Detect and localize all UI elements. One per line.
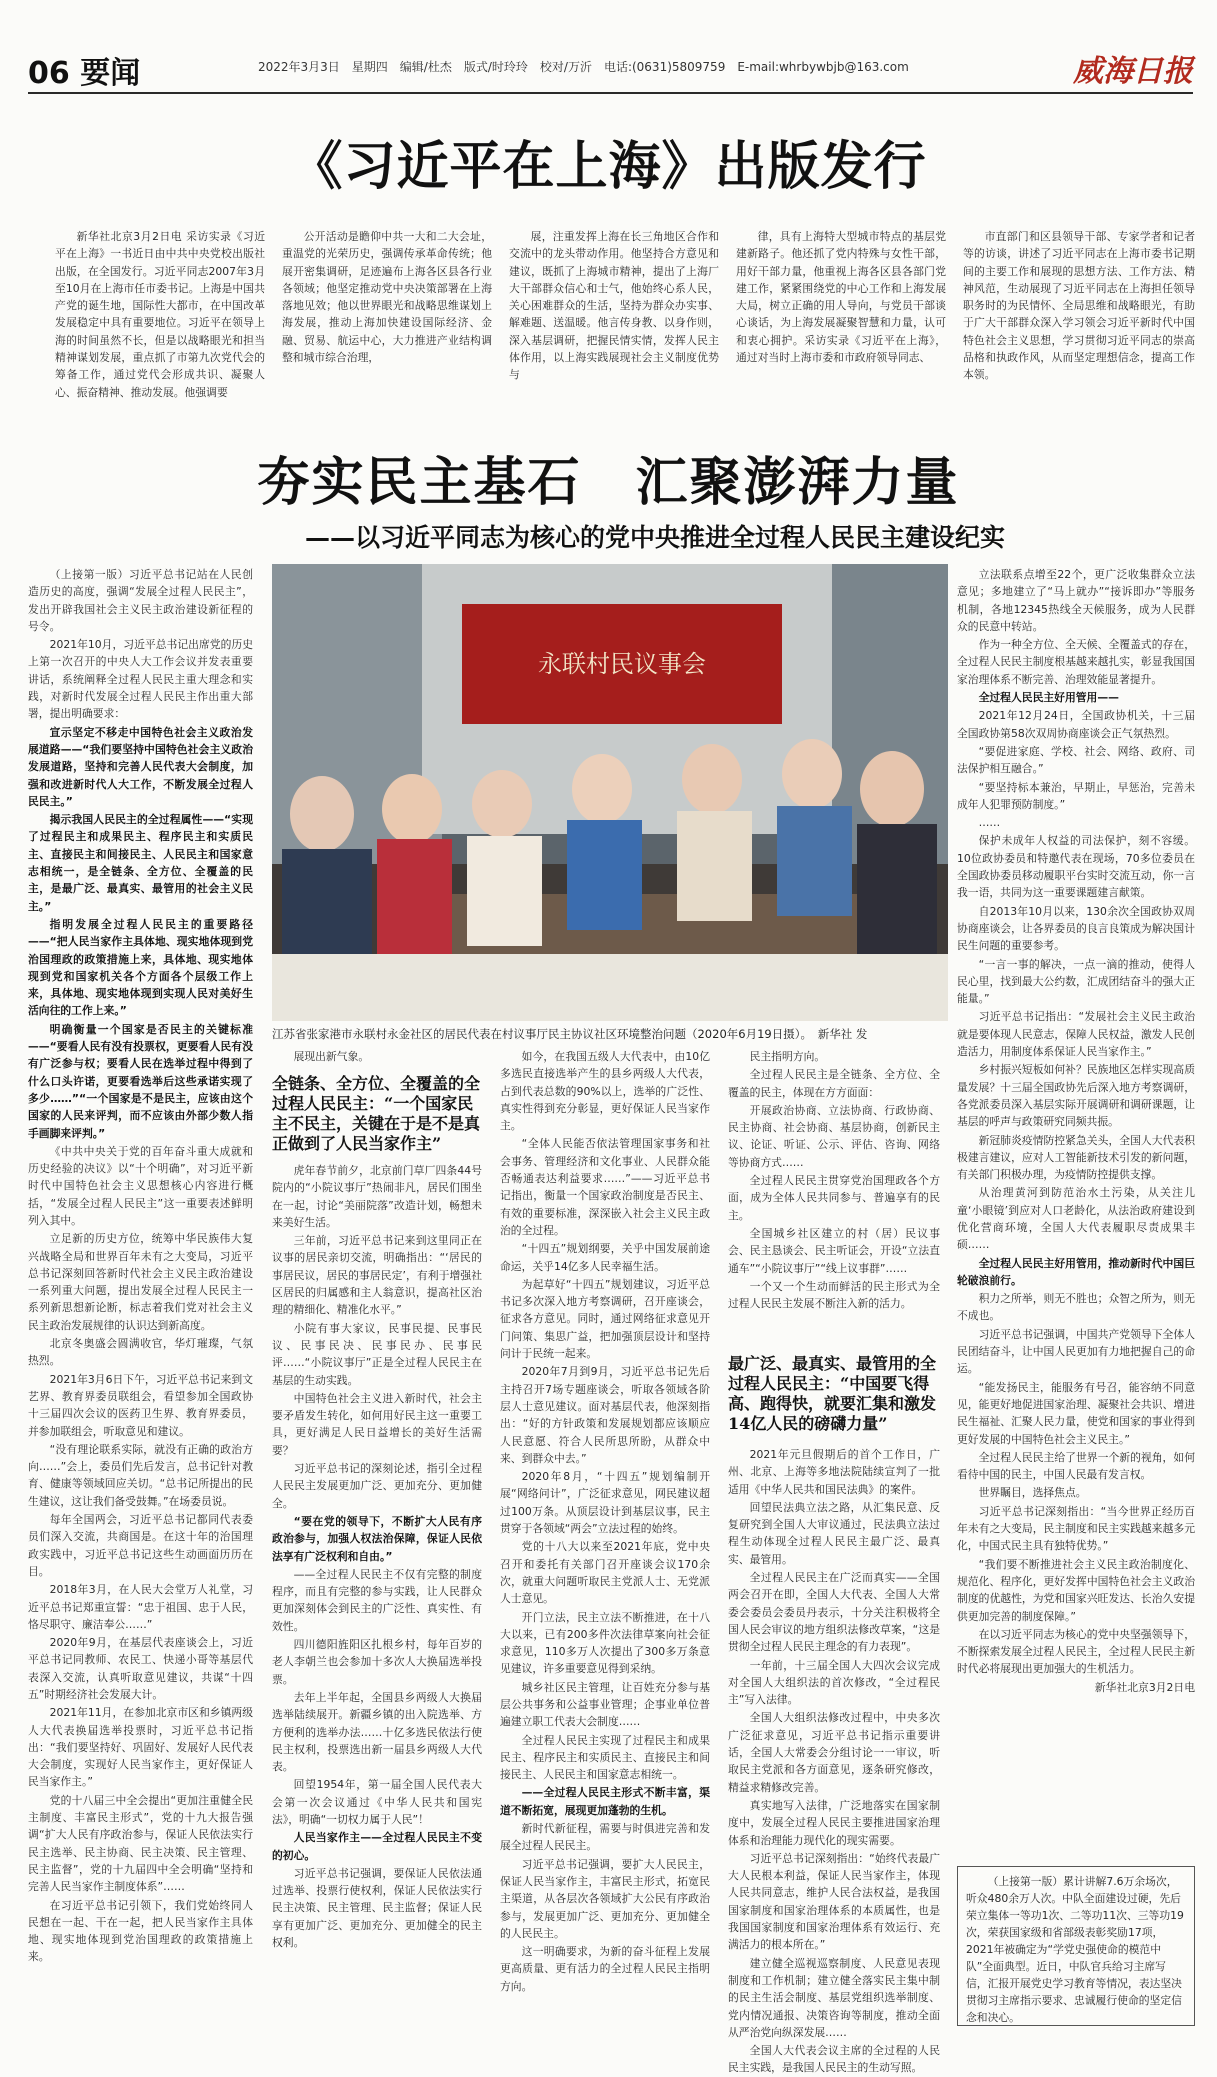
section-kicker-2: 最广泛、最真实、最管用的全过程人民民主：“中国要飞得高、跑得快，就要汇集和激发14亿人民的磅礴力量” bbox=[728, 1354, 937, 1433]
subheadline: ——以习近平同志为核心的党中央推进全过程人民民主建设纪实 bbox=[305, 523, 1006, 552]
masthead bbox=[28, 44, 1193, 94]
page-number: 06 要闻 bbox=[28, 56, 141, 91]
continued-article-box: （上接第一版）累计讲解7.6万余场次，听众480余万人次。中队全面建设过硬，先后荣立集体一等功1次、二等功11次、三等功19次，荣获国家级和省部级表彰奖励17项，2021年被确定为“学党史强使命的模范中队”全面典型。近日，中队官兵给习主席写信，汇报开展党史学习教育等情况，表达坚决贯彻习主席指示要求、忠诚履行使命的坚定信念和决心。 bbox=[957, 1866, 1195, 2026]
middle-column-1: 展现出新气象。 bbox=[293, 1050, 370, 1063]
headline-1: 《习近平在上海》出版发行 bbox=[290, 136, 927, 197]
article-1-body bbox=[55, 228, 1195, 443]
news-photo bbox=[272, 564, 948, 1021]
article-1-column: 新华社北京3月2日电 采访实录《习近平在上海》一书近日由中共中央党校出版社出版，在全国发行。习近平同志2007年3月至10月在上海市任市委书记。上海是中国共产党的诞生地，国际性大都市，在中国改革发展稳定中具有重要地位。习近平在领导上海的时间虽然不长，但是以战略眼光和担当精神谋划发展，重点抓了市第九次党代会的筹备工作，通过党代会形成共识、凝聚人心、振奋精神、推动发展。他强调要 bbox=[55, 230, 265, 399]
editor-info: 2022年3月3日 星期四 编辑/杜杰 版式/时玲玲 校对/万沂 电话:(0631)5809759 E-mail:whrbywbjb@163.com bbox=[258, 60, 909, 74]
article-1-column: 市直部门和区县领导干部、专家学者和记者等的访谈，讲述了习近平同志在上海市委书记期间的主要工作和展现的思想方法、工作方法、精神风范，生动展现了习近平同志在上海担任领导职务时的为民情怀、全局思维和战略眼光，有助于广大干部群众深入学习领会习近平新时代中国特色社会主义思想，学习贯彻习近平同志的崇高品格和执政作风，从而坚定理想信念，提高工作本领。 bbox=[963, 230, 1195, 382]
middle-column-3-body: 2021年元旦假期后的首个工作日，广州、北京、上海等多地法院陆续宣判了一批适用《中华人民共和国民法典》的案件。 回望民法典立法之路，从汇集民意、反复研究到全国人大审议通过，民法典立法过程生动体现全过程人民民主最广泛、最真实、最管用。 全过程人民民主在广泛而真实——全国两会召开在即，全国人大代表、全国人大常委会委员会委员丹表示，十分关注积极将全国人民会审议的地方组织法修改草案，“这是贯彻全过程人民民主理念的有力表现”。 一年前，十三届全国人大四次会议完成对全国人大组织法的首次修改，“全过程民主”写入法律。 全国人大组织法修改过程中，中央多次广泛征求意见，习近平总书记指示重要讲话，全国人大常委会分组讨论一一审议，听取民主党派和各方面意见，逐条研究修改，精益求精修改完善。 真实地写入法律，广泛地落实在国家制度中，发展全过程人民民主要推进国家治理体系和治理能力现代化的现实需要。 习近平总书记深刻指出：“始终代表最广大人民根本利益，保证人民当家作主，体现人民共同意志，维护人民合法权益，是我国国家制度和国家治理体系的本质属性，也是我国国家制度和国家治理体系有效运行、充满活力的根本所在。” 建立健全巡视巡察制度、人民意见表现制度和工作机制；建立健全落实民主集中制的民主生活会制度、基层党组织选举制度、党内情况通报、决策咨询等制度，推动全面从严治党向纵深发展…… 全国人大代表会议主席的全过程的人民民主实践，是我国人民民主的生动写照。 bbox=[728, 1448, 940, 2075]
headline-2: 夯实民主基石 汇聚澎湃力量 bbox=[257, 452, 960, 513]
right-column: 立法联系点增至22个，更广泛收集群众立法意见；多地建立了“马上就办”“接诉即办”等服务机制，各地12345热线全天候服务，成为人民群众的民意中转站。 作为一种全方位、全天候、全覆盖式的存在，全过程人民民主制度根基越来越扎实，彰显我国国家治理体系不断完善、治理效能显著提升。 全过程人民民主好用管用—— 2021年12月24日，全国政协机关，十三届全国政协第58次双周协商座谈会正气氛热烈。 “要促进家庭、学校、社会、网络、政府、司法保护相互融合。” “要坚持标本兼治，早期止，早惩治，完善未成年人犯罪预防制度。” …… 保护未成年人权益的司法保护，刻不容缓。10位政协委员和特邀代表在现场，70多位委员在全国政协委员移动履职平台实时交流互动，你一言我一语，共同为这一重要课题建言献策。 自2013年10月以来，130余次全国政协双周协商座谈会，让各界委员的良言良策成为解决国计民生问题的重要参考。 “一言一事的解决，一点一滴的推动，使得人民心里，找到最大公约数，汇成团结奋斗的强大正能量。” 习近平总书记指出：“发展社会主义民主政治就是要体现人民意志，保障人民权益，激发人民创造活力，用制度体系保证人民当家作主。” 乡村振兴短板如何补？民族地区怎样实现高质量发展？十三届全国政协先后深入地方考察调研，各党派委员深入基层实际开展调研和调研课题，让基层的呼声与政策研究同频共振。 新冠肺炎疫情防控紧急关头，全国人大代表积极建言建议，应对人工智能新技术引发的新问题，有关部门积极办理，为疫情防控提供支撑。 从治理黄河到防范治水土污染，从关注儿童‘小眼镜’到应对人口老龄化，从法治政府建设到优化营商环境，全国人大代表履职尽责成果丰硕…… 全过程人民民主好用管用，推动新时代中国巨轮破浪前行。 积力之所举，则无不胜也；众智之所为，则无不成也。 习近平总书记强调，中国共产党领导下全体人民团结奋斗，让中国人民更加有力地把握自己的命运。 “能发扬民主，能服务有号召，能容纳不同意见，能更好地促进国家治理、凝聚社会共识、增进民生福祉、汇聚人民力量，使党和国家的事业得到更好发展的中国特色社会主义民主。” 全过程人民民主给了世界一个新的视角，如何看待中国的民主，中国人民最有发言权。 世界瞩目，选择焦点。 习近平总书记深刻指出：“当今世界正经历百年未有之大变局，民主制度和民主实践越来越多元化，中国式民主具有独特优势。” “我们要不断推进社会主义民主政治制度化、规范化、程序化，更好发挥中国特色社会主义政治制度的优越性，为党和国家兴旺发达、长治久安提供更加完善的制度保障。” 在以习近平同志为核心的党中央坚强领导下，不断探索发展全过程人民民主，全过程人民民主新时代必将展现出更加强大的生机活力。 新华社北京3月2日电 bbox=[957, 566, 1195, 1856]
middle-column-2: 如今，在我国五级人大代表中，由10亿多选民直接选举产生的县乡两级人大代表，占到代表总数的90%以上，选举的广泛性、真实性得到充分彰显，更好保证人民当家作主。 “全体人民能否依法管理国家事务和社会事务、管理经济和文化事业、人民群众能否畅通表达利益要求……”——习近平总书记指出，衡量一个国家政治制度是否民主、有效的重要标准，深深嵌入社会主义民主政治的全过程。 “十四五”规划纲要，关乎中国发展前途命运，关乎14亿多人民幸福生活。 为起草好“十四五”规划建议，习近平总书记多次深入地方考察调研，召开座谈会，征求各方意见。同时，通过网络征求意见开门问策、集思广益，把加强顶层设计和坚持问计于民统一起来。 2020年7月到9月，习近平总书记先后主持召开7场专题座谈会，听取各领域各阶层人士意见建议。面对基层代表，他深刻指出：“好的方针政策和发展规划都应该顺应人民意愿、符合人民所思所盼，从群众中来、到群众中去。” 2020年8月，“十四五”规划编制开展“网络问计”，广泛征求意见，网民建议超过100万条。从顶层设计到基层议事，民主贯穿于各领域“两会”立法过程的始终。 党的十八大以来至2021年底，党中央召开和委托有关部门召开座谈会议170余次，就重大问题听取民主党派人士、无党派人士意见。 开门立法，民主立法不断推进，在十八大以来，已有200多件次法律草案向社会征求意见，110多万人次提出了300多万条意见建议，许多重要意见得到采纳。 城乡社区民主管理，让百姓充分参与基层公共事务和公益事业管理；企事业单位普遍建立职工代表大会制度…… 全过程人民民主实现了过程民主和成果民主、程序民主和实质民主、直接民主和间接民主、人民民主和国家意志相统一。 ——全过程人民民主形式不断丰富，渠道不断拓宽，展现更加蓬勃的生机。 新时代新征程，需要与时俱进完善和发展全过程人民民主。 习近平总书记强调，要扩大人民民主，保证人民当家作主，丰富民主形式，拓宽民主渠道，从各层次各领域扩大公民有序政治参与，发展更加广泛、更加充分、更加健全的人民民主。 这一明确要求，为新的奋斗征程上发展更高质量、更有活力的全过程人民民主指明方向。 bbox=[500, 1050, 710, 1993]
middle-column-3-top: 民主指明方向。 全过程人民民主是全链条、全方位、全覆盖的民主，体现在方方面面： 开展政治协商、立法协商、行政协商、民主协商、社会协商、基层协商，创新民主议、论证、听证、公示、评估、咨询、网络等协商方式…… 全过程人民民主贯穿党治国理政各个方面，成为全体人民共同参与、普遍享有的民主。 全国城乡社区建立的村（居）民议事会、民主恳谈会、民主听证会，开设“立法直通车”“小院议事厅”“线上议事群”…… 一个又一个生动而鲜活的民主形式为全过程人民民主发展不断注入新的活力。 bbox=[728, 1050, 940, 1311]
photo-sign-text: 永联村民议事会 bbox=[538, 650, 706, 678]
article-1-column: 展，注重发挥上海在长三角地区合作和交流中的龙头带动作用。他坚持合方意见和建议，既抓了上海城市精神，提出了上海厂大干部群众信心和士气，他始终心系人民，关心困难群众的生活，坚持为群众办实事、解难题、送温暖。他言传身教、以身作则，深入基层调研，把握民情实情，发挥人民主体作用，以上海实践展现社会主义制度优势与 bbox=[509, 230, 719, 382]
photo-caption: 江苏省张家港市永联村永金社区的居民代表在村议事厅民主协议社区环境整治问题（2020年6月19日摄）。 新华社 发 bbox=[272, 1027, 868, 1041]
dateline: 新华社北京3月2日电 bbox=[1094, 1680, 1195, 1694]
article-1-column: 公开活动是瞻仰中共一大和二大会址，重温党的光荣历史，强调传承革命传统；他展开密集调研，足迹遍布上海各区县各行业各领域；他坚定推动党中央决策部署在上海落地见效；他以世界眼光和战略思维谋划上海发展，推动上海加快建设国际经济、金融、贸易、航运中心，大力推进产业结构调整和城市综合治理， bbox=[282, 230, 492, 365]
article-1-column: 律，具有上海特大型城市特点的基层党建新路子。他还抓了党内特殊与女性干部，用好干部力量，他重视上海各区县各部门党建工作，紧紧围绕党的中心工作和上海发展大局，树立正确的用人导向，与党员干部谈心谈话，为上海发展凝聚智慧和力量，认可和衷心拥护。采访实录《习近平在上海》，通过对当时上海市委和市政府领导同志、 bbox=[736, 230, 946, 365]
meeting-photo-illustration bbox=[272, 564, 948, 1021]
middle-column-1-body: 虎年春节前夕，北京前门草厂四条44号院内的“小院议事厅”热闹非凡，居民们围坐在一起，讨论“美丽院落”改造计划，畅想未来美好生活。 三年前，习近平总书记来到这里同正在议事的居民亲切交流，明确指出：“‘居民的事居民议，居民的事居民定’，有利于增强社区居民的归属感和主人翁意识，提高社区治理的精细化、精准化水平。” 小院有事大家议，民事民提、民事民议、民事民决、民事民办、民事民评……“小院议事厅”正是全过程人民民主在基层的生动实践。 中国特色社会主义进入新时代，社会主要矛盾发生转化，如何用好民主这一重要工具，更好满足人民日益增长的美好生活需要？ 习近平总书记的深刻论述，指引全过程人民民主发展更加广泛、更加充分、更加健全。 “要在党的领导下，不断扩大人民有序政治参与，加强人权法治保障，保证人民依法享有广泛权利和自由。” ——全过程人民民主不仅有完整的制度程序，而且有完整的参与实践，让人民群众更加深刻体会到民主的广泛性、真实性、有效性。 四川德阳旌阳区扎根乡村，每年百岁的老人李朝兰也会参加十多次人大换届选举投票。 去年上半年起，全国县乡两级人大换届选举陆续展开。新疆乡镇的出入院选举、方方便利的选举办法……十亿多选民依法行使民主权利，投票选出新一届县乡两级人大代表。 回望1954年，第一届全国人民代表大会第一次会议通过《中华人民共和国宪法》，明确“一切权力属于人民”！ 人民当家作主——全过程人民民主不变的初心。 习近平总书记强调，要保证人民依法通过选举、投票行使权利，保证人民依法实行民主决策、民主管理、民主监督；保证人民享有更加广泛、更加充分、更加健全的民主权利。 bbox=[272, 1164, 482, 1950]
section-kicker-1: 全链条、全方位、全覆盖的全过程人民民主：“一个国家民主不民主，关键在于是不是真正做到了人民当家作主” bbox=[272, 1074, 481, 1153]
newspaper-logo: 威海日报 bbox=[1073, 54, 1193, 89]
left-column: （上接第一版）习近平总书记站在人民创造历史的高度，强调“发展全过程人民民主”，发出开辟我国社会主义民主政治建设新征程的号令。 2021年10月，习近平总书记出席党的历史上第一次召开的中央人大工作会议并发表重要讲话，系统阐释全过程人民民主重大理念和实践，对新时代发展全过程人民民主作出重大部署，提出明确要求： 宣示坚定不移走中国特色社会主义政治发展道路——“我们要坚持中国特色社会主义政治发展道路，坚持和完善人民代表大会制度，加强和改进新时代人大工作，不断发展全过程人民民主。” 揭示我国人民民主的全过程属性——“实现了过程民主和成果民主、程序民主和实质民主、直接民主和间接民主、人民民主和国家意志相统一，是全链条、全方位、全覆盖的民主，是最广泛、最真实、最管用的社会主义民主。” 指明发展全过程人民民主的重要路径——“把人民当家作主具体地、现实地体现到党治国理政的政策措施上来，具体地、现实地体现到党和国家机关各个方面各个层级工作上来，具体地、现实地体现到实现人民对美好生活向往的工作上来。” 明确衡量一个国家是否民主的关键标准——“要看人民有没有投票权，更要看人民有没有广泛参与权；要看人民在选举过程中得到了什么口头许诺，更要看选举后这些承诺实现了多少……”“一个国家是不是民主，应该由这个国家的人民来评判，而不应该由外部少数人指手画脚来评判。” 《中共中央关于党的百年奋斗重大成就和历史经验的决议》以“十个明确”，对习近平新时代中国特色社会主义思想核心内容进行概括，“发展全过程人民民主”这一重要表述鲜明列入其中。 立足新的历史方位，统筹中华民族伟大复兴战略全局和世界百年未有之大变局，习近平总书记深刻回答新时代社会主义民主政治建设一系列重大问题，提出发展全过程人民民主一系列新思想新论断，标志着我们党对社会主义民主政治发展规律的认识达到新高度。 北京冬奥盛会圆满收官，华灯璀璨，气氛热烈。 2021年3月6日下午，习近平总书记来到文艺界、教育界委员联组会，看望参加全国政协十三届四次会议的医药卫生界、教育界委员，并参加联组会，听取意见和建议。 “没有理论联系实际，就没有正确的政治方向……”会上，委员们先后发言，总书记针对教育、健康等领域回应关切。“总书记所提出的民生建议，这让我们备受鼓舞。”在场委员说。 每年全国两会，习近平总书记都同代表委员们深入交流，共商国是。在这十年的治国理政实践中，习近平总书记这些生动画面历历在目。 2018年3月，在人民大会堂万人礼堂，习近平总书记郑重宣誓：“忠于祖国、忠于人民，恪尽职守、廉洁奉公……” 2020年9月，在基层代表座谈会上，习近平总书记同教师、农民工、快递小哥等基层代表深入交流，认真听取意见建议，共谋“十四五”时期经济社会发展大计。 2021年11月，在参加北京市区和乡镇两级人大代表换届选举投票时，习近平总书记指出：“我们要坚持好、巩固好、发展好人民代表大会制度，实现好人民当家作主，更好保证人民当家作主。” 党的十八届三中全会提出“更加注重健全民主制度、丰富民主形式”，党的十九大报告强调“扩大人民有序政治参与，保证人民依法实行民主选举、民主协商、民主决策、民主管理、民主监督”，党的十九届四中全会明确“坚持和完善人民当家作主制度体系”…… 在习近平总书记引领下，我们党始终同人民想在一起、干在一起，把人民当家作主具体地、现实地体现到党治国理政的政策措施上来。 bbox=[28, 568, 253, 1964]
